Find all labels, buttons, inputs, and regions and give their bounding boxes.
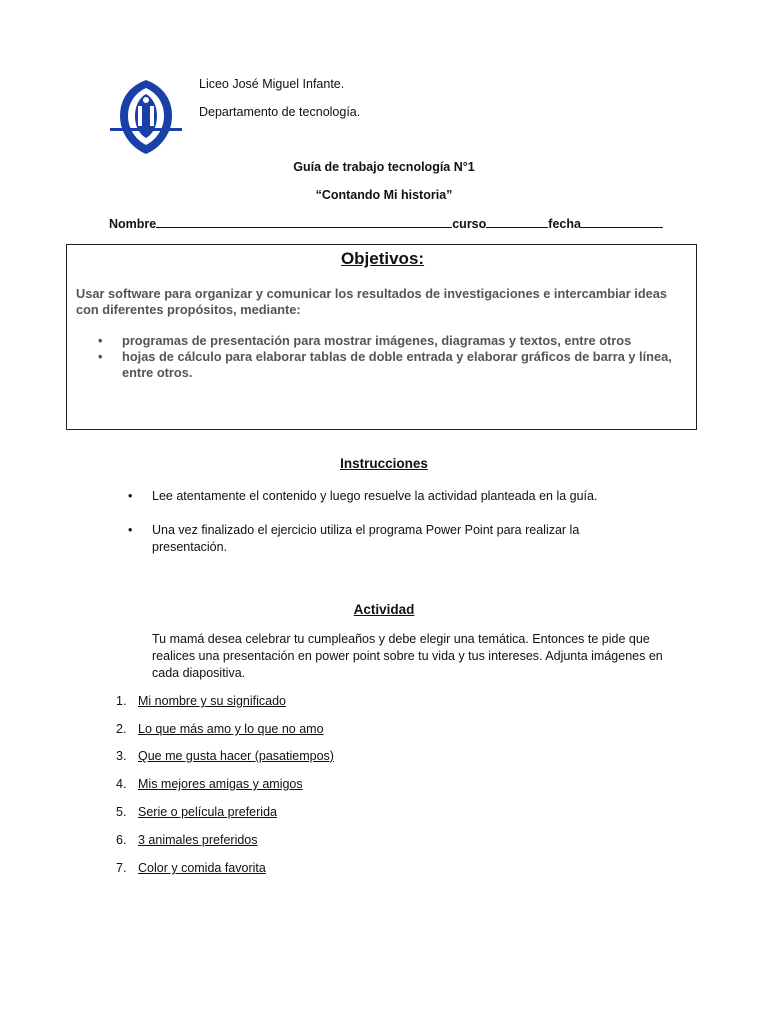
bullet-icon: • (128, 523, 133, 537)
school-logo (108, 76, 184, 156)
list-item: • hojas de cálculo para elaborar tablas de doble entrada y elaborar gráficos de barra y línea, entre otros. (98, 349, 672, 380)
instructions-heading: Instrucciones (340, 456, 428, 471)
date-label: fecha (548, 217, 581, 231)
guide-subtitle: “Contando Mi historia” (315, 188, 453, 202)
objectives-heading: Objetivos: (340, 249, 425, 268)
list-item: 5. Serie o película preferida (116, 805, 277, 819)
date-field[interactable] (581, 216, 663, 228)
list-item: 6. 3 animales preferidos (116, 833, 258, 847)
bullet-icon: • (98, 333, 103, 348)
list-item: 3. Que me gusta hacer (pasatiempos) (116, 749, 334, 763)
student-fields (109, 216, 663, 231)
list-item: 7. Color y comida favorita (116, 861, 266, 875)
activity-heading: Actividad (353, 602, 415, 617)
objectives-intro: Usar software para organizar y comunicar los resultados de investigaciones e intercambiar ideas con diferentes propósitos, mediante: (76, 286, 668, 317)
activity-text: Tu mamá desea celebrar tu cumpleaños y debe elegir una temática. Entonces te pide que realices una presentación en power point sobre tu vida y tus intereses. Adjunta imágenes en cada diapositiva. (152, 632, 663, 680)
name-label: Nombre (109, 217, 157, 231)
course-field[interactable] (486, 216, 548, 228)
list-item: 4. Mis mejores amigas y amigos (116, 777, 303, 791)
department-name: Departamento de tecnología. (199, 105, 361, 119)
list-item: • Lee atentamente el contenido y luego resuelve la actividad planteada en la guía. (128, 489, 598, 503)
school-name: Liceo José Miguel Infante. (199, 77, 345, 91)
bullet-icon: • (128, 489, 133, 503)
objectives-list (76, 333, 691, 381)
list-item: • Una vez finalizado el ejercicio utiliza el programa Power Point para realizar la presentación. (128, 523, 580, 554)
objectives-box (66, 244, 697, 430)
course-label: curso (452, 217, 487, 231)
name-field[interactable] (156, 216, 452, 228)
list-item: 2. Lo que más amo y lo que no amo (116, 722, 324, 736)
list-item: 1. Mi nombre y su significado (116, 694, 286, 708)
school-crest-icon (108, 76, 184, 156)
guide-title: Guía de trabajo tecnología N°1 (293, 160, 475, 174)
bullet-icon: • (98, 349, 103, 364)
list-item: • programas de presentación para mostrar imágenes, diagramas y textos, entre otros (98, 333, 632, 348)
